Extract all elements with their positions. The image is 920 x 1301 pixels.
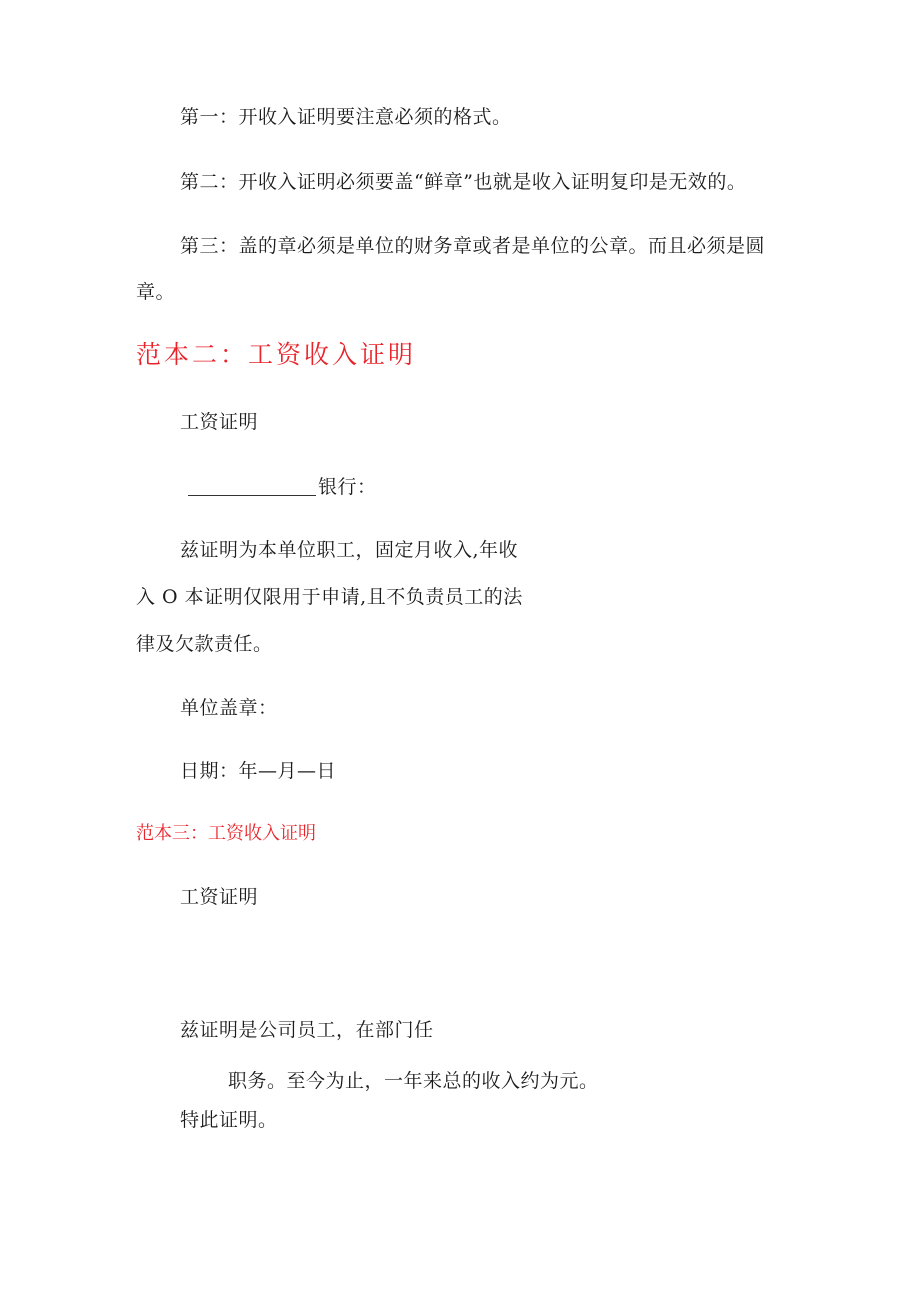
- template2-heading: 范本二：工资收入证明: [136, 340, 417, 369]
- note-item-1: 第一：开收入证明要注意必须的格式。: [180, 106, 512, 128]
- template2-body-line-1: 兹证明为本单位职工，固定月收入,年收: [180, 539, 519, 561]
- note-item-3-line-2: 章。: [136, 281, 176, 303]
- template2-seal-label: 单位盖章：: [180, 697, 278, 719]
- template3-body-line-1: 兹证明是公司员工，在部门任: [180, 1019, 434, 1041]
- note-item-2: 第二：开收入证明必须要盖“鲜章”也就是收入证明复印是无效的。: [180, 171, 747, 193]
- template3-body-line-2: 职务。至今为止，一年来总的收入约为元。: [228, 1070, 599, 1092]
- template3-body-line-3: 特此证明。: [180, 1109, 278, 1131]
- template3-title: 工资证明: [180, 886, 259, 908]
- template3-heading: 范本三：工资收入证明: [136, 823, 316, 844]
- template2-title: 工资证明: [180, 411, 259, 433]
- template2-bank-label: 银行：: [318, 476, 377, 498]
- bank-name-blank: [188, 495, 316, 496]
- note-item-3-line-1: 第三：盖的章必须是单位的财务章或者是单位的公章。而且必须是圆: [180, 235, 766, 257]
- template2-body-line-3: 律及欠款责任。: [136, 633, 273, 655]
- template2-body-line-2: 入 O 本证明仅限用于申请,且不负责员工的法: [136, 586, 523, 608]
- template2-date-label: 日期：年—月—日: [180, 760, 337, 782]
